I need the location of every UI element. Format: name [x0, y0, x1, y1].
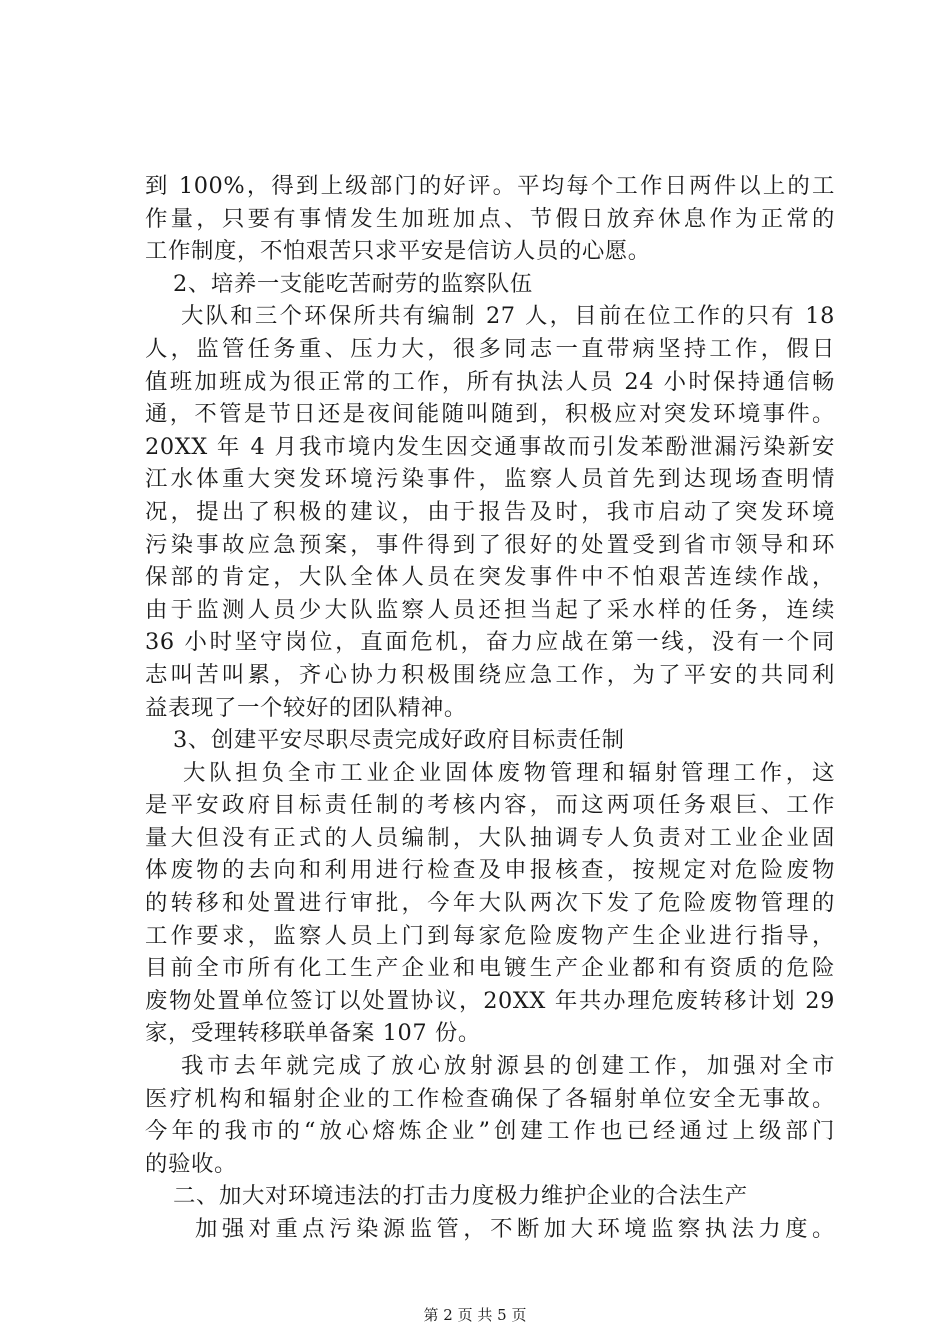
text-line: 由于监测人员少大队监察人员还担当起了采水样的任务，连续 — [145, 596, 835, 623]
text-line: 量大但没有正式的人员编制，大队抽调专人负责对工业企业固 — [145, 824, 835, 851]
text-line: 到 100%，得到上级部门的好评。平均每个工作日两件以上的工 — [145, 173, 835, 199]
text-line: 20XX 年 4 月我市境内发生因交通事故而引发苯酚泄漏污染新安 — [145, 433, 835, 460]
text-line: 江水体重大突发环境污染事件，监察人员首先到达现场查明情 — [145, 466, 835, 493]
text-line: 二、加大对环境违法的打击力度极力维护企业的合法生产 — [173, 1183, 748, 1210]
text-line: 的验收。 — [145, 1150, 237, 1177]
text-line: 今年的我市的“放心熔炼企业”创建工作也已经通过上级部门 — [145, 1118, 835, 1145]
text-line: 我市去年就完成了放心放射源县的创建工作，加强对全市 — [181, 1053, 835, 1080]
text-line: 36 小时坚守岗位，直面危机，奋力应战在第一线，没有一个同 — [145, 629, 835, 656]
text-line: 2、培养一支能吃苦耐劳的监察队伍 — [173, 270, 533, 297]
text-line: 体废物的去向和利用进行检查及申报核查，按规定对危险废物 — [145, 857, 835, 884]
text-line: 志叫苦叫累，齐心协力积极围绕应急工作，为了平安的共同利 — [145, 661, 835, 688]
text-line: 大队和三个环保所共有编制 27 人，目前在位工作的只有 18 — [181, 303, 835, 330]
text-line: 通，不管是节日还是夜间能随叫随到，积极应对突发环境事件。 — [145, 401, 835, 428]
text-line: 大队担负全市工业企业固体废物管理和辐射管理工作，这 — [183, 759, 835, 786]
text-line: 益表现了一个较好的团队精神。 — [145, 694, 467, 721]
text-line: 况，提出了积极的建议，由于报告及时，我市启动了突发环境 — [145, 498, 835, 525]
text-line: 值班加班成为很正常的工作，所有执法人员 24 小时保持通信畅 — [145, 368, 835, 395]
text-line: 家，受理转移联单备案 107 份。 — [145, 1020, 481, 1047]
text-line: 作量，只要有事情发生加班加点、节假日放弃休息作为正常的 — [145, 205, 835, 232]
text-line: 目前全市所有化工生产企业和电镀生产企业都和有资质的危险 — [145, 955, 835, 982]
text-line: 保部的肯定，大队全体人员在突发事件中不怕艰苦连续作战， — [145, 564, 835, 591]
text-line: 工作制度，不怕艰苦只求平安是信访人员的心愿。 — [145, 238, 651, 265]
text-line: 3、创建平安尽职尽责完成好政府目标责任制 — [173, 727, 625, 754]
document-body — [145, 170, 835, 1246]
text-line: 人，监管任务重、压力大，很多同志一直带病坚持工作，假日 — [145, 335, 835, 362]
text-line: 的转移和处置进行审批，今年大队两次下发了危险废物管理的 — [145, 890, 835, 917]
text-line: 废物处置单位签订以处置协议，20XX 年共办理危废转移计划 29 — [145, 987, 835, 1014]
text-line: 是平安政府目标责任制的考核内容，而这两项任务艰巨、工作 — [145, 792, 835, 819]
page-footer: 第 2 页 共 5 页 — [423, 1306, 527, 1324]
text-line: 加强对重点污染源监管，不断加大环境监察执法力度。 — [195, 1216, 835, 1242]
text-line: 污染事故应急预案，事件得到了很好的处置受到省市领导和环 — [145, 531, 835, 558]
text-line: 工作要求，监察人员上门到每家危险废物产生企业进行指导， — [145, 922, 835, 949]
text-line: 医疗机构和辐射企业的工作检查确保了各辐射单位安全无事故。 — [145, 1085, 835, 1112]
